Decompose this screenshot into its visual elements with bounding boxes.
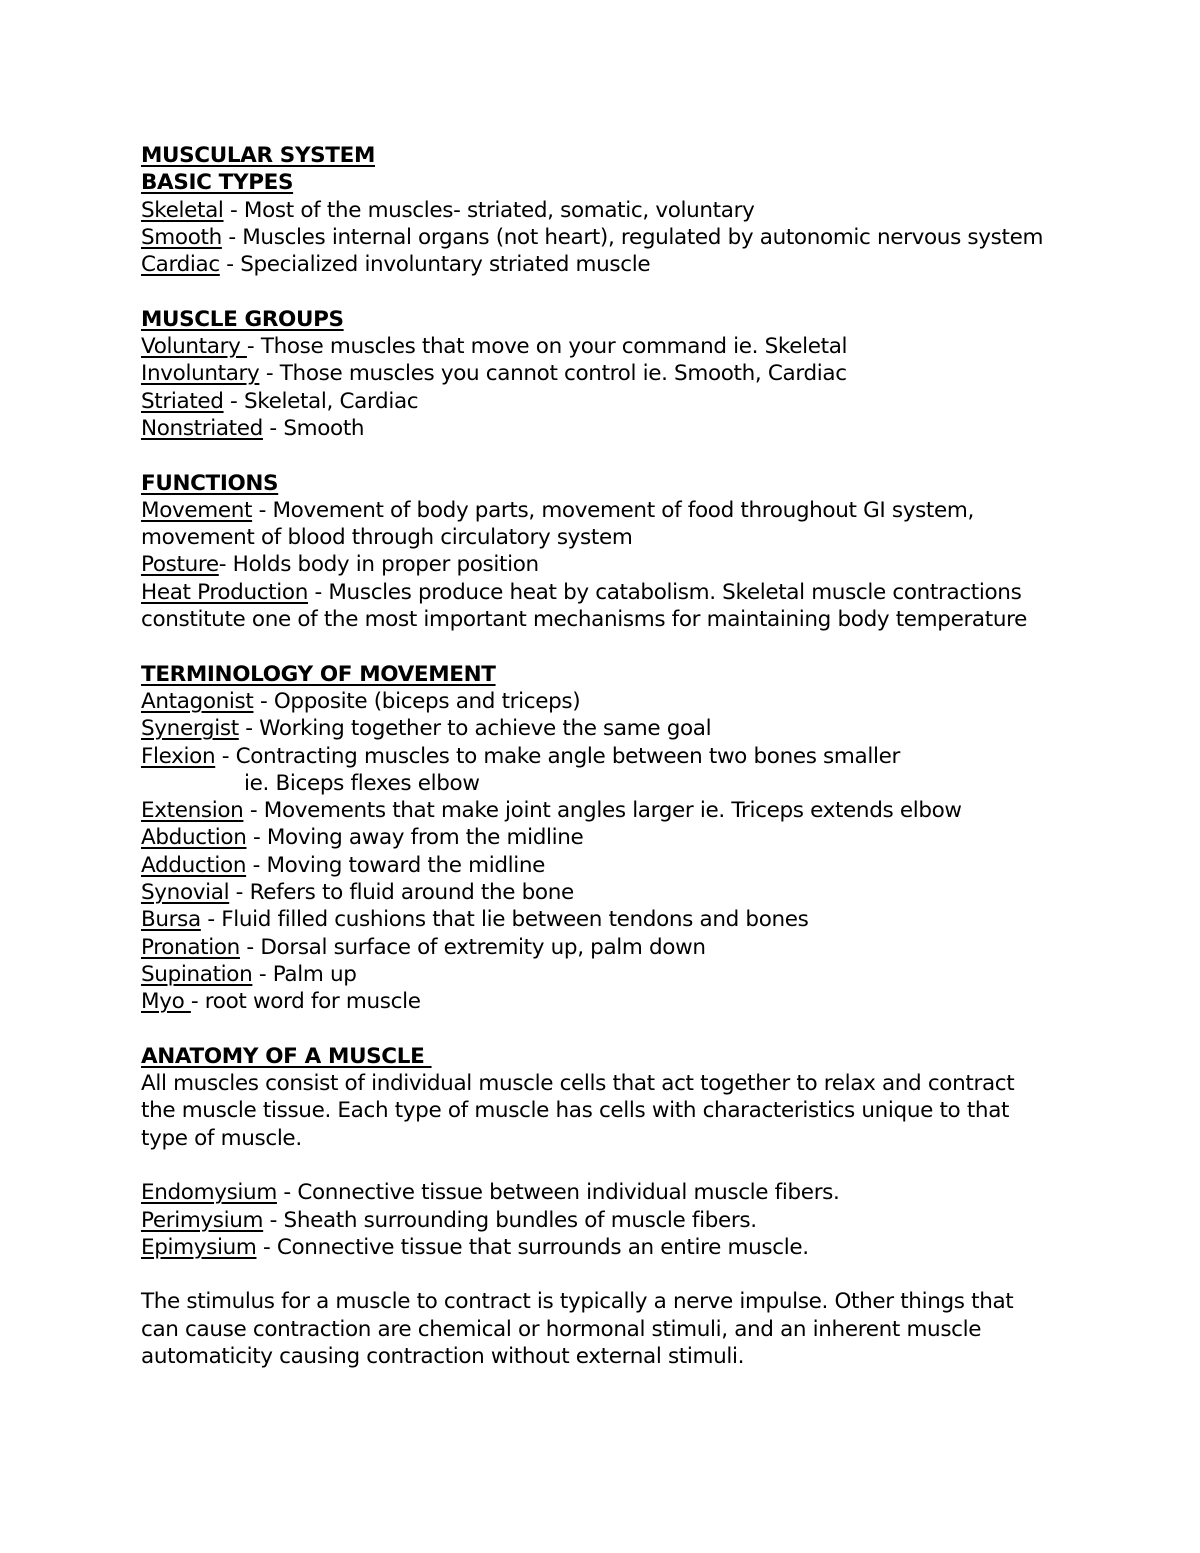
term-voluntary: Voluntary	[141, 334, 247, 360]
definition-skeletal	[141, 197, 1081, 224]
definition-voluntary	[141, 333, 1081, 360]
term-synovial: Synovial	[141, 880, 230, 906]
def-posture: - Holds body in proper position	[218, 552, 539, 578]
def-striated: - Skeletal, Cardiac	[223, 388, 419, 414]
spacer	[141, 278, 1081, 305]
definition-heat-production	[141, 579, 1081, 606]
spacer	[141, 442, 1081, 469]
spacer	[141, 1016, 1081, 1043]
def-supination: - Palm up	[252, 961, 357, 987]
term-antagonist: Antagonist	[141, 688, 254, 714]
def-endomysium: - Connective tissue between individual muscle fibers.	[276, 1180, 840, 1206]
term-cardiac: Cardiac	[141, 252, 220, 278]
def-cardiac: - Specialized involuntary striated muscle	[219, 252, 651, 278]
def-nonstriated: - Smooth	[262, 415, 365, 441]
definition-striated	[141, 388, 1081, 415]
section-heading-anatomy: ANATOMY OF A MUSCLE	[141, 1043, 432, 1069]
paragraph-line: type of muscle.	[141, 1125, 302, 1151]
def-extension: - Movements that make joint angles larger ie. Triceps extends elbow	[243, 798, 962, 824]
section-heading-functions: FUNCTIONS	[141, 470, 279, 496]
term-supination: Supination	[141, 961, 253, 987]
definition-posture	[141, 551, 1081, 578]
term-flexion: Flexion	[141, 743, 216, 769]
term-movement: Movement	[141, 497, 253, 523]
term-pronation: Pronation	[141, 934, 240, 960]
def-synovial: - Refers to fluid around the bone	[229, 880, 574, 906]
paragraph-line: automaticity causing contraction without external stimuli.	[141, 1344, 745, 1370]
term-bursa: Bursa	[141, 907, 201, 933]
section-heading-basic-types: BASIC TYPES	[141, 170, 294, 196]
def-movement: - Movement of body parts, movement of food throughout GI system,	[252, 497, 974, 523]
definition-movement-continued: movement of blood through circulatory system	[141, 525, 633, 551]
definition-myo	[141, 988, 1081, 1015]
term-posture: Posture	[141, 552, 219, 578]
doc-title: MUSCULAR SYSTEM	[141, 143, 375, 168]
def-voluntary: - Those muscles that move on your command ie. Skeletal	[246, 334, 848, 360]
definition-nonstriated	[141, 415, 1081, 442]
spacer	[141, 1261, 1081, 1288]
term-skeletal: Skeletal	[141, 197, 224, 223]
paragraph-line: the muscle tissue. Each type of muscle has cells with characteristics unique to that	[141, 1098, 1010, 1124]
term-epimysium: Epimysium	[141, 1234, 257, 1260]
definition-endomysium	[141, 1179, 1081, 1206]
def-perimysium: - Sheath surrounding bundles of muscle fibers.	[263, 1207, 757, 1233]
def-abduction: - Moving away from the midline	[246, 825, 584, 851]
term-involuntary: Involuntary	[141, 361, 260, 387]
def-adduction: - Moving toward the midline	[246, 852, 546, 878]
term-abduction: Abduction	[141, 825, 247, 851]
term-myo: Myo	[141, 989, 191, 1015]
def-involuntary: - Those muscles you cannot control ie. Smooth, Cardiac	[259, 361, 847, 387]
definition-pronation	[141, 934, 1081, 961]
definition-epimysium	[141, 1234, 1081, 1261]
def-epimysium: - Connective tissue that surrounds an entire muscle.	[256, 1234, 809, 1260]
paragraph-line: can cause contraction are chemical or hormonal stimuli, and an inherent muscle	[141, 1316, 982, 1342]
definition-abduction	[141, 824, 1081, 851]
def-pronation: - Dorsal surface of extremity up, palm down	[239, 934, 706, 960]
def-myo: - root word for muscle	[190, 989, 421, 1015]
document-page	[141, 142, 1081, 1370]
definition-movement	[141, 497, 1081, 524]
definition-flexion	[141, 743, 1081, 770]
paragraph-line: All muscles consist of individual muscle cells that act together to relax and contract	[141, 1071, 1015, 1097]
definition-heat-production-continued: constitute one of the most important mechanisms for maintaining body temperature	[141, 607, 1028, 633]
def-antagonist: - Opposite (biceps and triceps)	[253, 688, 581, 714]
definition-smooth	[141, 224, 1081, 251]
term-endomysium: Endomysium	[141, 1180, 277, 1206]
spacer	[141, 1152, 1081, 1179]
definition-supination	[141, 961, 1081, 988]
definition-synovial	[141, 879, 1081, 906]
def-heat-production: - Muscles produce heat by catabolism. Skeletal muscle contractions	[307, 579, 1022, 605]
term-extension: Extension	[141, 798, 244, 824]
definition-involuntary	[141, 360, 1081, 387]
paragraph-line: The stimulus for a muscle to contract is typically a nerve impulse. Other things that	[141, 1289, 1014, 1315]
spacer	[141, 633, 1081, 660]
term-smooth: Smooth	[141, 224, 222, 250]
def-flexion: - Contracting muscles to make angle between two bones smaller	[215, 743, 900, 769]
term-nonstriated: Nonstriated	[141, 415, 263, 441]
definition-extension	[141, 797, 1081, 824]
def-bursa: - Fluid filled cushions that lie between tendons and bones	[200, 907, 809, 933]
definition-adduction	[141, 852, 1081, 879]
definition-antagonist	[141, 688, 1081, 715]
term-synergist: Synergist	[141, 716, 239, 742]
definition-cardiac	[141, 251, 1081, 278]
term-perimysium: Perimysium	[141, 1207, 264, 1233]
definition-synergist	[141, 715, 1081, 742]
def-skeletal: - Most of the muscles- striated, somatic, voluntary	[223, 197, 755, 223]
term-adduction: Adduction	[141, 852, 247, 878]
definition-flexion-continued: ie. Biceps flexes elbow	[244, 770, 480, 796]
term-heat-production: Heat Production	[141, 579, 308, 605]
definition-perimysium	[141, 1207, 1081, 1234]
section-heading-muscle-groups: MUSCLE GROUPS	[141, 306, 344, 332]
definition-bursa	[141, 906, 1081, 933]
term-striated: Striated	[141, 388, 224, 414]
def-synergist: - Working together to achieve the same goal	[238, 716, 712, 742]
section-heading-terminology: TERMINOLOGY OF MOVEMENT	[141, 661, 496, 687]
def-smooth: - Muscles internal organs (not heart), regulated by autonomic nervous system	[221, 224, 1044, 250]
